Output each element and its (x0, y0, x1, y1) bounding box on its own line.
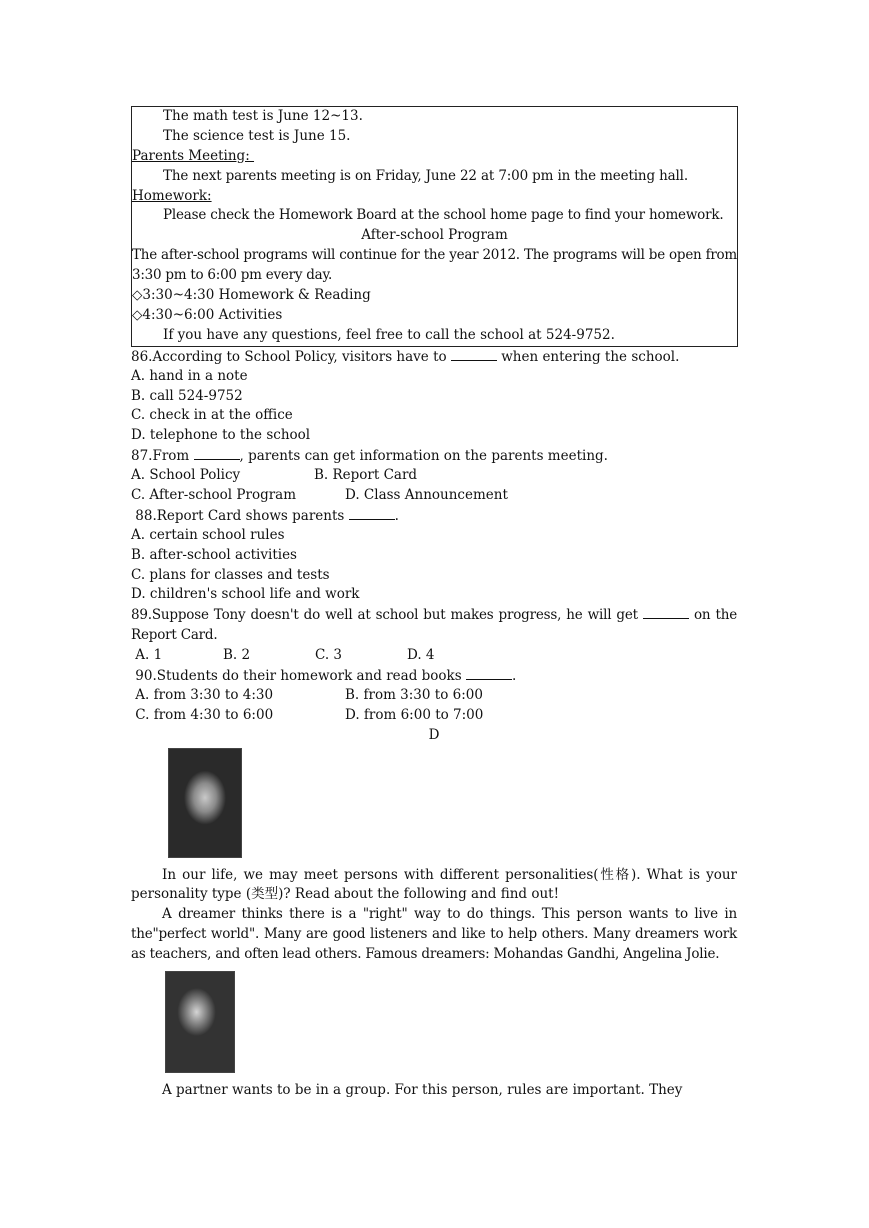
q87-stem-after: , parents can get information on the parents meeting. (239, 448, 608, 465)
parents-meeting-text: The next parents meeting is on Friday, June 22 at 7:00 pm in the meeting hall. (163, 167, 688, 184)
science-test-line: The science test is June 15. (163, 127, 351, 144)
dreamer-paragraph: A dreamer thinks there is a "right" way to do things. This person wants to live in the"perfect world". Many are good listeners and like to help others. Many dreamers work as teachers, and often lead others. Famous dreamers: Mohandas Gandhi, Angelina Jolie. (131, 906, 737, 963)
q90-option-c: C. from 4:30 to 6:00 (131, 706, 274, 723)
q86-option-c: C. check in at the office (131, 407, 293, 424)
q90-option-b: B. from 3:30 to 6:00 (345, 686, 483, 703)
question-87 (131, 446, 737, 466)
question-88 (131, 506, 737, 526)
q90-option-d: D. from 6:00 to 7:00 (345, 706, 484, 723)
parents-meeting-heading-text: Parents Meeting: (132, 147, 255, 164)
woman-portrait-photo (168, 748, 242, 858)
q89-blank (643, 605, 689, 619)
math-test-line: The math test is June 12~13. (163, 108, 363, 124)
q88-option-a: A. certain school rules (131, 526, 285, 543)
q90-options-row-1 (131, 686, 737, 706)
q88-option-c: C. plans for classes and tests (131, 566, 330, 583)
q86-option-b: B. call 524-9752 (131, 387, 243, 404)
partner-paragraph: A partner wants to be in a group. For this person, rules are important. They (162, 1082, 683, 1099)
document-page (131, 106, 737, 1101)
q90-options-row-2 (131, 706, 737, 726)
q88-option-d: D. children's school life and work (131, 586, 360, 603)
q89-options-row (131, 646, 737, 666)
q90-blank (466, 666, 512, 680)
question-90 (131, 666, 737, 686)
q89-stem-before: 89.Suppose Tony doesn't do well at school but makes progress, he will get (131, 607, 643, 624)
q89-option-c: C. 3 (315, 647, 343, 664)
question-86 (131, 347, 737, 367)
q87-option-a: A. School Policy (131, 467, 241, 484)
notice-box (131, 106, 738, 347)
q86-option-a: A. hand in a note (131, 367, 248, 384)
q89-option-a: A. 1 (131, 647, 163, 664)
q88-stem-before: 88.Report Card shows parents (131, 507, 349, 524)
homework-heading (132, 187, 737, 207)
parents-meeting-heading (132, 147, 737, 167)
q87-option-c: C. After-school Program (131, 486, 297, 503)
q89-stem-after: on the Report Card. (131, 607, 737, 644)
question-89 (131, 605, 737, 646)
q89-option-b: B. 2 (223, 647, 251, 664)
q87-options-row-1 (131, 466, 737, 486)
q87-stem-before: 87.From (131, 448, 194, 465)
q90-stem-after: . (511, 668, 517, 684)
q87-option-d: D. Class Announcement (345, 486, 508, 503)
q90-stem-before: 90.Students do their homework and read books (131, 668, 466, 684)
schedule-item-2: ◇4:30~6:00 Activities (132, 306, 283, 323)
q87-option-b: B. Report Card (314, 467, 418, 484)
q88-stem-after: . (394, 507, 399, 524)
q88-blank (349, 506, 395, 520)
q86-blank (451, 347, 497, 361)
contact-line: If you have any questions, feel free to call the school at 524-9752. (163, 326, 615, 343)
schedule-item-1: ◇3:30~4:30 Homework & Reading (132, 287, 371, 304)
q86-stem-after: when entering the school. (496, 348, 680, 365)
homework-text: Please check the Homework Board at the school home page to find your homework. (163, 207, 724, 224)
section-d-intro: In our life, we may meet persons with different personalities(性格). What is your personality type (类型)? Read about the following and find out! (131, 866, 737, 903)
afterschool-text: The after-school programs will continue for the year 2012. The programs will be open from 3:30 pm to 6:00 pm every day. (132, 247, 737, 284)
q89-option-d: D. 4 (407, 647, 435, 664)
gandhi-portrait-photo (165, 971, 235, 1073)
section-d-letter: D (428, 726, 440, 743)
q87-blank (194, 446, 240, 460)
afterschool-heading: After-school Program (361, 227, 508, 244)
homework-heading-text: Homework: (132, 187, 212, 204)
q86-stem-before: 86.According to School Policy, visitors have to (131, 348, 451, 365)
q90-option-a: A. from 3:30 to 4:30 (131, 686, 274, 703)
q88-option-b: B. after-school activities (131, 546, 297, 563)
q87-options-row-2 (131, 486, 737, 506)
q86-option-d: D. telephone to the school (131, 427, 311, 444)
